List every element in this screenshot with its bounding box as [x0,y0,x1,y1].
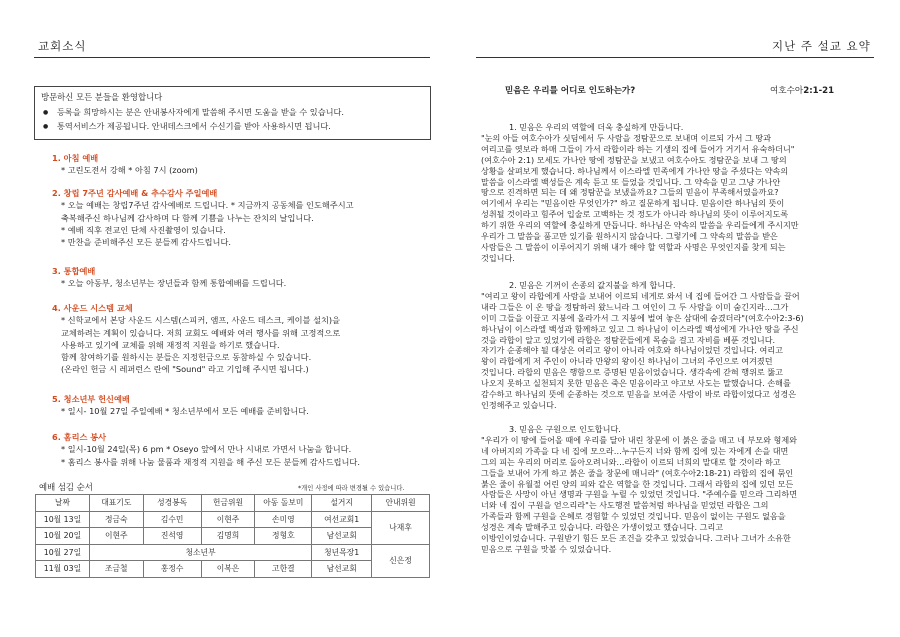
sermon-line: 감수하고 하나님의 뜻에 순종하는 것으로 믿음을 보여준 사람이 바로 라합이었다고 성경은 [481,389,797,400]
table-cell: 이복은 [201,561,255,578]
notice-line: 함께 참여하기를 원하시는 분들은 지정헌금으로 동참하실 수 있습니다. [61,352,312,363]
schedule-note: *개인 사정에 따라 변경될 수 있습니다. [298,485,405,492]
notice-heading: 6. 홈리스 봉사 [52,432,107,442]
table-cell: 남선교회 [312,528,372,545]
sermon-line: 왕이 라합에게 저 주인이 아니라 만왕의 왕이신 하나님이 그녀의 주인으로 여겨졌던 [481,356,773,367]
welcome-bullet: ● 통역서비스가 제공됩니다. 안내데스크에서 수신기를 받아 사용하시면 됩니다. [43,121,331,132]
sermon-line: 우리가 그 말씀을 품고만 있기를 원하시지 않습니다. 그렇기에 그 약속의 말씀을 받은 [481,231,778,242]
welcome-title: 방문하신 모든 분들을 환영합니다 [41,92,163,102]
notice-section [52,393,309,418]
sermon-line: 사람들은 사망이 아닌 생명과 구원을 누릴 수 있었던 것입니다. "주예수를 믿으라 그리하면 [481,489,798,500]
sermon-point [481,424,873,555]
page-header-sermon-summary: 지난 주 설교 요약 [772,39,871,53]
notice-line: 축복해주신 하나님께 감사하며 다 함께 기쁨을 나누는 잔치의 날입니다. [61,212,314,223]
notice-line: * 오늘 예배는 창립7주년 감사예배로 드립니다. * 지금까지 공동체를 인도해주시고 [61,200,354,211]
table-cell: 10월 20일 [36,528,90,545]
table-cell: 홍정수 [143,561,201,578]
sermon-line: 자기가 순종해야 될 대상은 여리고 왕이 아니라 여호와 하나님이었던 것입니다. 여리고 [481,345,783,356]
table-cell: 조금철 [89,561,143,578]
sermon-point-heading: 3. 믿음은 구원으로 인도합니다. [509,424,621,434]
sermon-point-heading: 2. 믿음은 기꺼이 손종의 값지불을 하게 합니다. [509,280,676,290]
notice-section [52,152,198,177]
notice-line: * 고린도전서 강해 * 아침 7시 (zoom) [61,165,198,176]
sermon-line: 상황을 살펴보게 했습니다. 하나님께서 이스라엘 민족에게 가나안 땅을 주셨다는 약속의 [481,165,789,176]
table-header-row [36,495,430,512]
sermon-line: 말씀을 이스라엘 백성들은 계속 듣고 또 들었을 것입니다. 그 약속을 믿고 그냥 가나안 [481,176,781,187]
table-cell: 김수민 [143,511,201,528]
sermon-title: 믿음은 우리를 어디로 인도하는가? [505,86,636,96]
notice-line: * 만찬을 준비해주신 모든 분들께 감사드립니다. [61,237,231,248]
notice-line: * 일시-10월 24일(목) 6 pm * Oseyo 앞에서 만나 시내로 가면서 나눔을 합니다. [61,444,352,455]
sermon-line: 사람들은 그 말씀이 이루어지기 위해 내가 해야 할 역할과 사명은 무엇인지를 찾게 되는 [481,241,786,252]
schedule-title: 예배 섬김 순서 [39,482,93,492]
sermon-line: 이미 그들을 이끌고 지붕에 올라가서 그 지붕에 벌여 놓은 삼대에 숨겼더라"(여호수아2:3-6) [481,312,804,323]
table-row [36,528,430,545]
notice-heading: 1. 아침 예배 [52,153,99,163]
sermon-line: 하나님이 이스라엘 백성과 함께하고 있고 그 하나님이 이스라엘 백성에게 가나안 땅을 주신 [481,323,799,334]
notice-line: * 신학교에서 본당 사운드 시스템(스피커, 앰프, 사운드 데스크, 케이블 설치)을 [61,315,340,326]
table-cell: 이현주 [89,528,143,545]
sermon-line: (여호수아 2:1) 모세도 가나안 땅에 정탐꾼을 보냈고 여호수아도 정탐꾼을 보내 그 땅의 [481,154,787,165]
table-cell: 이현주 [201,511,255,528]
sermon-line: "눈의 아들 여호수아가 싯딤에서 두 사람을 정탐꾼으로 보내며 이르되 가서 그 땅과 [481,132,772,143]
service-schedule-table [35,494,430,578]
sermon-point [481,280,873,411]
column-header: 헌금위원 [201,495,255,512]
notice-line: 교체하려는 계획이 있습니다. 저희 교회도 예배와 여러 행사를 위해 고정적으로 [61,327,341,338]
sermon-line: 여리고를 엿보라 하매 그들이 가서 라합이라 하는 기생의 집에 들어가 거기서 유숙하더니" [481,143,795,154]
table-cell: 진석영 [143,528,201,545]
table-cell: 청년목장1 [312,544,372,561]
header-rule [34,57,430,58]
sermon-line: 것입니다. 라합의 믿음은 행함으로 증명된 믿음이었습니다. 생각속에 갇혀 행위로 뚫고 [481,367,783,378]
scripture-reference: 여호수아2:1-21 [770,86,835,96]
table-cell: 김명희 [201,528,255,545]
sermon-point [481,122,873,264]
table-cell: 정형호 [255,528,312,545]
sermon-line: 믿음으로 구원을 맛볼 수 있었습니다. [481,543,612,554]
notice-heading: 5. 청소년부 헌신예배 [52,394,130,404]
column-header: 날짜 [36,495,90,512]
notice-section [52,187,354,248]
table-cell: 10월 27일 [36,544,90,561]
welcome-bullet: ● 등록을 희망하시는 분은 안내봉사자에게 말씀해 주시면 도움을 받을 수 있습니다. [43,107,344,118]
table-cell: 손미영 [255,511,312,528]
sermon-line: 인정해주고 있습니다. [481,399,557,410]
column-header: 설거지 [312,495,372,512]
header-rule [476,57,874,58]
notice-section [52,431,360,468]
sermon-line: 것을 라합이 알고 있었기에 라합은 정탐꾼들에게 목숨을 걸고 자비를 베푼 것입니다. [481,334,776,345]
sermon-line: "여리고 왕이 라합에게 사람을 보내어 이르되 네게로 와서 네 집에 들어간 그 사람들을 끌어 [481,290,800,301]
sermon-line: 하기 위한 우리의 역할에 충실하게 만듭니다. 하나님은 약속의 말씀을 우리들에게 주시지만 [481,220,799,231]
notice-line: * 오늘 아동부, 청소년부는 장년들과 함께 통합예배를 드립니다. [61,278,287,289]
sermon-line: 이방인이었습니다. 구원받기 힘든 모든 조건을 갖추고 있었습니다. 그러나 그녀가 소유한 [481,533,791,544]
sermon-point-heading: 1. 믿음은 우리의 역할에 더욱 충실하게 만듭니다. [509,122,684,132]
page-header-church-news: 교회소식 [38,39,87,53]
table-cell: 청소년부 [89,544,311,561]
column-header: 성경봉독 [143,495,201,512]
notice-line: * 예배 직후 전교인 단체 사진촬영이 있습니다. [61,224,226,235]
table-cell: 정금숙 [89,511,143,528]
table-row [36,561,430,578]
notice-heading: 3. 통합예배 [52,266,96,276]
sermon-line: 내라 그들은 이 온 땅을 정탐하러 왔느니라 그 여인이 그 두 사람을 이미 숨긴지라…그가 [481,301,789,312]
sermon-line: 성취될 것이라고 힘주어 입술로 고백하는 것 정도가 아니라 하나님의 뜻이 이루어지도록 [481,209,789,220]
sermon-line: 땅으로 진격하면 되는 데 왜 정탐꾼을 보냈을까요? 그들의 믿음이 부족해서였을까요? [481,187,779,198]
table-row [36,511,430,528]
table-cell: 신은정 [372,544,430,577]
notice-section [52,302,340,376]
sermon-line: 네 아버지의 가족을 다 네 집에 모으라…누구든지 너와 함께 집에 있는 자에게 손을 대면 [481,445,789,456]
table-cell: 남선교회 [312,561,372,578]
table-cell: 여선교회1 [312,511,372,528]
welcome-box [34,86,431,140]
sermon-line: 그의 피는 우리의 머리로 돌아오려니와…라합이 이르되 너희의 말대로 할 것이라 하고 [481,456,781,467]
sermon-line: "우리가 이 땅에 들어올 때에 우리를 달아 내린 창문에 이 붉은 줄을 매고 네 부모와 형제와 [481,434,797,445]
sermon-line: 성경은 계속 말해주고 있습니다. 라합은 가생이었고 했습니다. 그리고 [481,522,724,533]
sermon-line: 것입니다. [481,252,515,263]
sermon-line: 너와 네 집이 구원을 얻으리라"는 사도행전 말씀처럼 하나님을 믿었던 라합은 그의 [481,500,769,511]
sermon-line: 나오지 못하고 실천되지 못한 믿음은 죽은 믿음이라고 야고보 사도는 말했습니다. 손해를 [481,378,791,389]
table-cell: 10월 13일 [36,511,90,528]
sermon-line: 여기에서 우리는 "믿음이란 무엇인가?" 하고 질문하게 됩니다. 믿음이란 하나님의 뜻이 [481,198,785,209]
sermon-line: 붉은 줄이 유월절 어린 양의 피와 같은 역할을 한 것입니다. 그래서 라합의 집에 있던 모든 [481,478,794,489]
column-header: 안내위원 [372,495,430,512]
notice-heading: 4. 사운드 시스템 교체 [52,303,133,313]
notice-heading: 2. 창립 7주년 감사예배 & 추수감사 주일예배 [52,188,218,198]
column-header: 대표기도 [89,495,143,512]
notice-section [52,265,286,290]
notice-line: (온라인 헌금 시 레퍼런스 란에 "Sound" 라고 기입해 주시면 됩니다.) [61,364,309,375]
table-row [36,544,430,561]
table-cell: 11월 03일 [36,561,90,578]
column-header: 아동 돌보미 [255,495,312,512]
notice-line: * 홈리스 봉사를 위해 나눔 물품과 재정적 지원을 해 주신 모든 분들께 감사드립니다. [61,456,360,467]
notice-line: * 일시- 10월 27일 주일예배 * 청소년부에서 모든 예배를 준비합니다. [61,406,309,417]
table-cell: 고한결 [255,561,312,578]
table-cell: 나재후 [372,511,430,544]
sermon-line: 가족들과 함께 구원을 은혜로 경험할 수 있었던 것입니다. 믿음이 없이는 구원도 없음을 [481,511,786,522]
notice-line: 사용하고 있기에 교체를 위해 재정적 지원을 하기로 했습니다. [61,339,280,350]
sermon-line: 그들을 보내어 가게 하고 붉은 줄을 창문에 매니라" (여호수아2:18-21) 라합의 집에 묶인 [481,467,794,478]
